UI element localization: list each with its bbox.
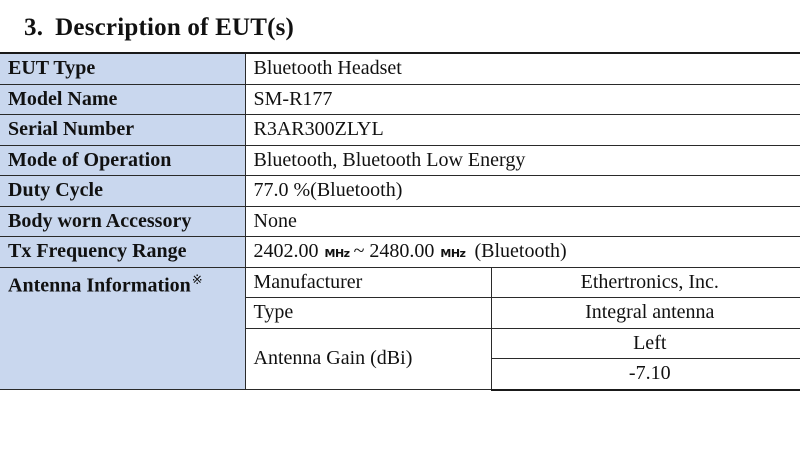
antenna-information-label	[0, 267, 245, 390]
mode-of-operation-value: Bluetooth, Bluetooth Low Energy	[245, 145, 800, 176]
model-name-value: SM-R177	[245, 84, 800, 115]
eut-type-value: Bluetooth Headset	[245, 53, 800, 84]
antenna-information-text: Antenna Information	[8, 274, 191, 297]
frequency-unit: MHz	[440, 247, 466, 261]
manufacturer-label: Manufacturer	[245, 267, 491, 298]
body-worn-accessory-label: Body worn Accessory	[0, 206, 245, 237]
table-row	[0, 84, 800, 115]
antenna-gain-side: Left	[491, 328, 800, 359]
body-worn-accessory-value: None	[245, 206, 800, 237]
range-separator: ~	[353, 240, 365, 263]
tx-frequency-low: 2402.00	[253, 240, 319, 263]
section-heading	[24, 14, 294, 42]
reference-mark: ※	[191, 271, 203, 287]
table-row	[0, 145, 800, 176]
frequency-unit: MHz	[324, 247, 350, 261]
tx-frequency-range-label: Tx Frequency Range	[0, 237, 245, 268]
table-row	[0, 176, 800, 207]
antenna-type-value: Integral antenna	[491, 298, 800, 329]
table-row	[0, 115, 800, 146]
tx-frequency-high: 2480.00	[369, 240, 435, 263]
serial-number-label: Serial Number	[0, 115, 245, 146]
tx-frequency-range-value	[245, 237, 800, 268]
eut-description-table	[0, 52, 800, 391]
antenna-type-label: Type	[245, 298, 491, 329]
mode-of-operation-label: Mode of Operation	[0, 145, 245, 176]
serial-number-value: R3AR300ZLYL	[245, 115, 800, 146]
eut-type-label: EUT Type	[0, 53, 245, 84]
table-row	[0, 53, 800, 84]
table-row	[0, 267, 800, 298]
section-number: 3.	[24, 14, 44, 41]
model-name-label: Model Name	[0, 84, 245, 115]
table-row	[0, 237, 800, 268]
manufacturer-value: Ethertronics, Inc.	[491, 267, 800, 298]
antenna-gain-label: Antenna Gain (dBi)	[245, 328, 491, 390]
tx-frequency-note: (Bluetooth)	[474, 240, 567, 263]
table-row	[0, 206, 800, 237]
section-title: Description of EUT(s)	[55, 14, 295, 41]
antenna-gain-value: -7.10	[491, 359, 800, 390]
duty-cycle-value: 77.0 %(Bluetooth)	[245, 176, 800, 207]
duty-cycle-label: Duty Cycle	[0, 176, 245, 207]
